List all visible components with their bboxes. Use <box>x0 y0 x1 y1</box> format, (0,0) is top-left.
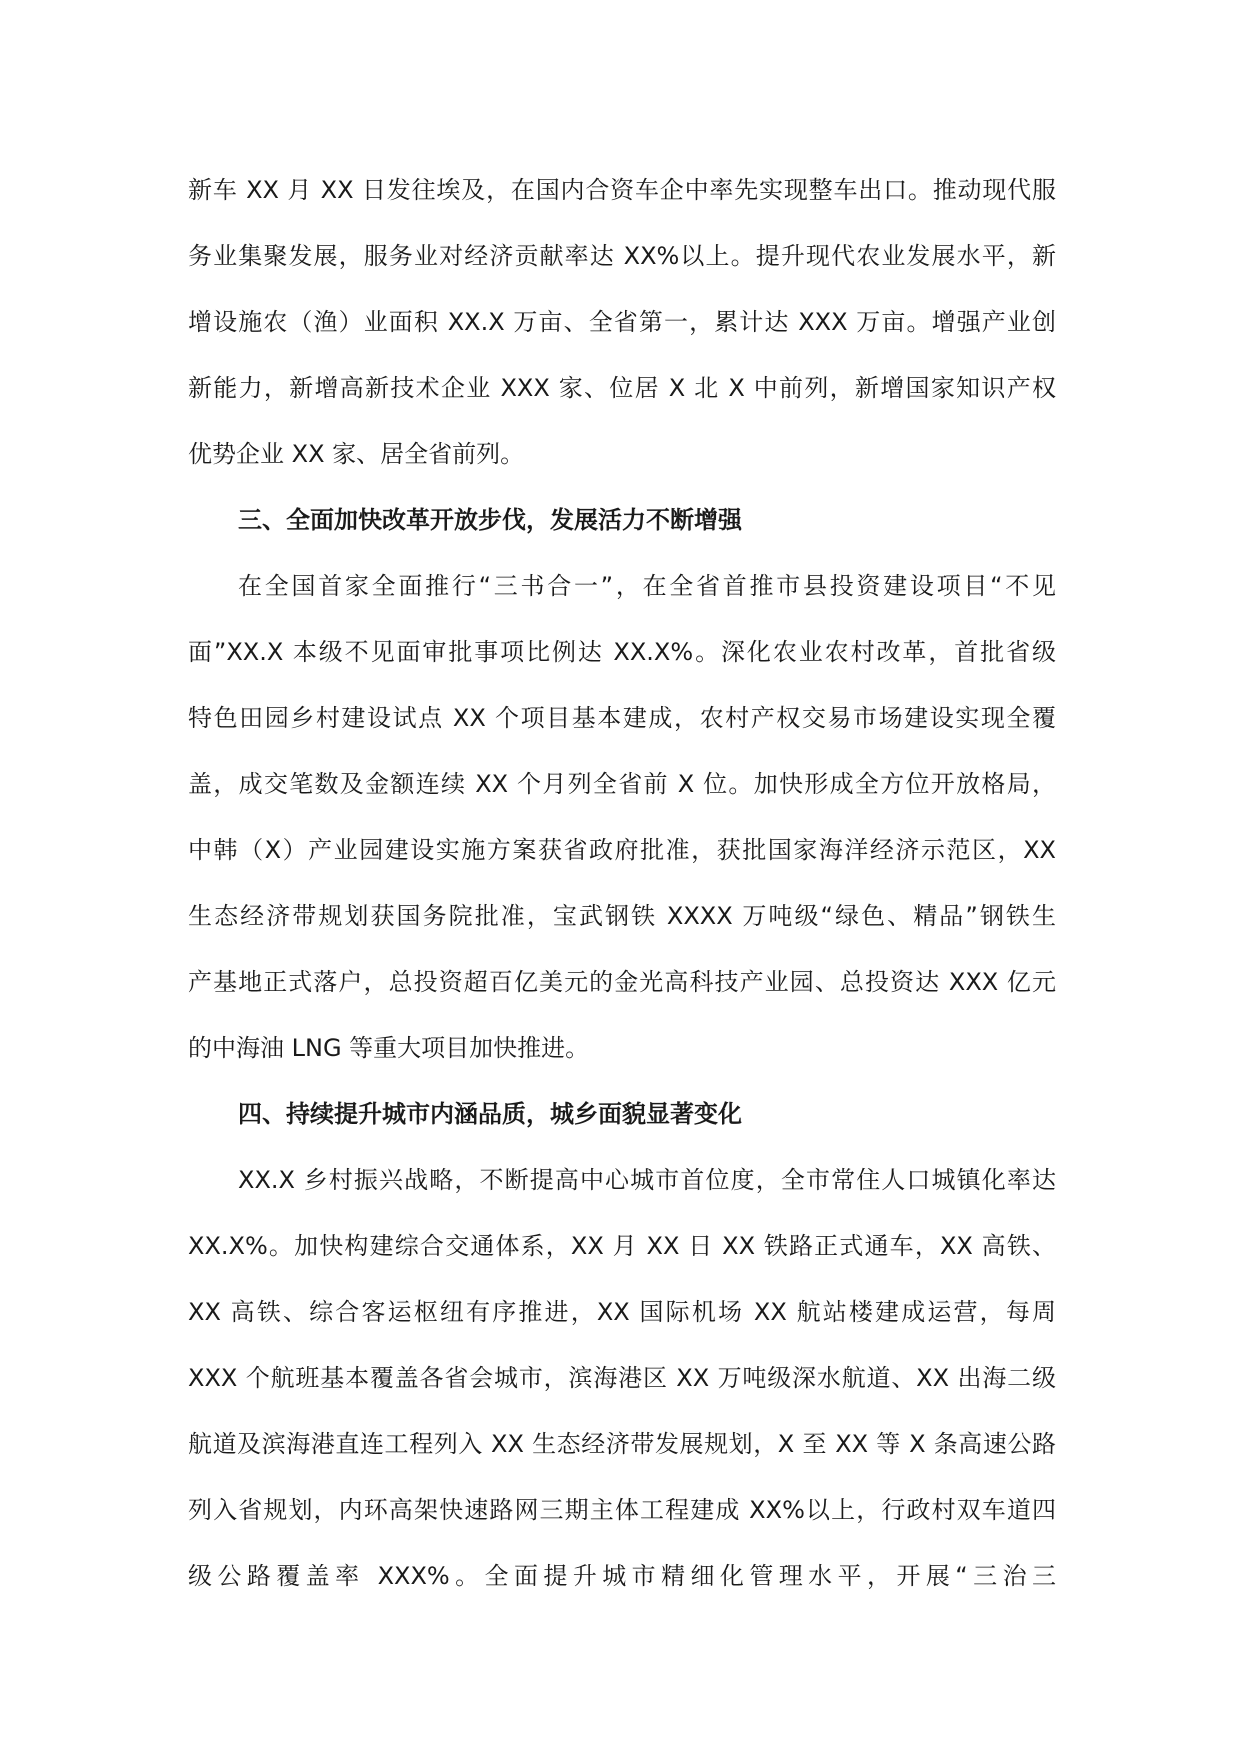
paragraph-line: XXX 个航班基本覆盖各省会城市，滨海港区 XX 万吨级深水航道、XX 出海二级 <box>188 1364 1056 1392</box>
paragraph-line: 产基地正式落户，总投资超百亿美元的金光高科技产业园、总投资达 XXX 亿元 <box>188 968 1056 996</box>
paragraph-line: 特色田园乡村建设试点 XX 个项目基本建成，农村产权交易市场建设实现全覆 <box>188 704 1056 732</box>
document-body <box>188 172 1056 1624</box>
paragraph-line: 增设施农（渔）业面积 XX.X 万亩、全省第一，累计达 XXX 万亩。增强产业创 <box>188 308 1056 336</box>
paragraph-line: 生态经济带规划获国务院批准，宝武钢铁 XXXX 万吨级“绿色、精品”钢铁生 <box>188 902 1056 930</box>
paragraph-line: 优势企业 XX 家、居全省前列。 <box>188 440 525 468</box>
paragraph-line: XX.X%。加快构建综合交通体系，XX 月 XX 日 XX 铁路正式通车，XX 高铁、 <box>188 1232 1056 1260</box>
paragraph-line: 新能力，新增高新技术企业 XXX 家、位居 X 北 X 中前列，新增国家知识产权 <box>188 374 1056 402</box>
section-heading-4: 四、持续提升城市内涵品质，城乡面貌显著变化 <box>238 1100 742 1128</box>
paragraph-line: 航道及滨海港直连工程列入 XX 生态经济带发展规划，X 至 XX 等 X 条高速公路 <box>188 1430 1056 1458</box>
paragraph-line: 的中海油 LNG 等重大项目加快推进。 <box>188 1034 590 1062</box>
paragraph-line: 面”XX.X 本级不见面审批事项比例达 XX.X%。深化农业农村改革，首批省级 <box>188 638 1056 666</box>
paragraph-line: 列入省规划，内环高架快速路网三期主体工程建成 XX%以上，行政村双车道四 <box>188 1496 1056 1524</box>
section-heading-3: 三、全面加快改革开放步伐，发展活力不断增强 <box>238 506 742 534</box>
paragraph-line: 在全国首家全面推行“三书合一”，在全省首推市县投资建设项目“不见 <box>238 572 1056 600</box>
paragraph-line: XX 高铁、综合客运枢纽有序推进，XX 国际机场 XX 航站楼建成运营，每周 <box>188 1298 1056 1326</box>
paragraph-line: 务业集聚发展，服务业对经济贡献率达 XX%以上。提升现代农业发展水平，新 <box>188 242 1056 270</box>
paragraph-line: 中韩（X）产业园建设实施方案获省政府批准，获批国家海洋经济示范区，XX <box>188 836 1056 864</box>
paragraph-line: 新车 XX 月 XX 日发往埃及，在国内合资车企中率先实现整车出口。推动现代服 <box>188 176 1056 204</box>
paragraph-line: 盖，成交笔数及金额连续 XX 个月列全省前 X 位。加快形成全方位开放格局， <box>188 770 1056 798</box>
paragraph-line: XX.X 乡村振兴战略，不断提高中心城市首位度，全市常住人口城镇化率达 <box>238 1166 1056 1194</box>
paragraph-line: 级公路覆盖率 XXX%。全面提升城市精细化管理水平，开展“三治三 <box>188 1562 1056 1590</box>
